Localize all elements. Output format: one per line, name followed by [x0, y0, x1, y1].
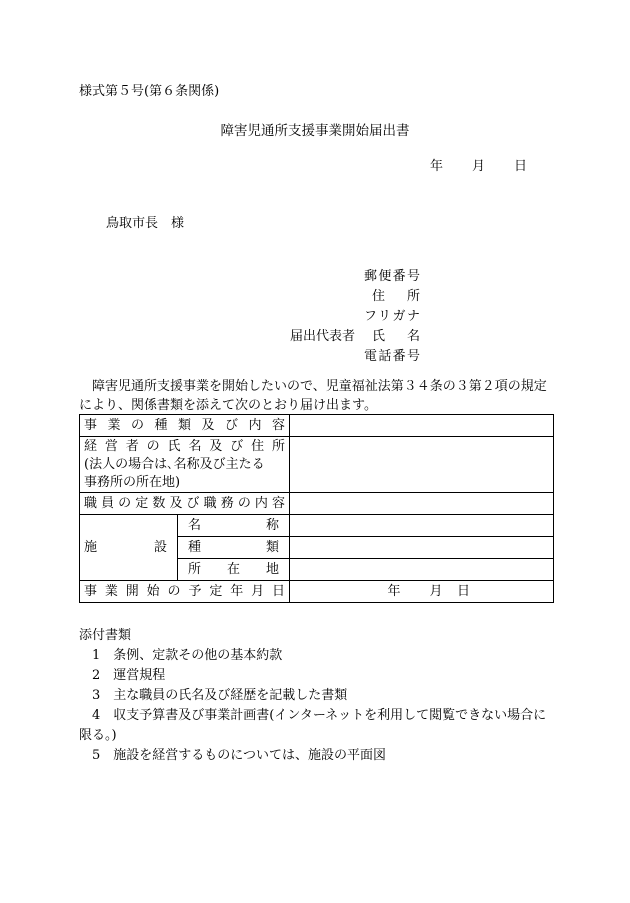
start-day: 日 — [457, 583, 471, 599]
application-table — [79, 414, 554, 603]
operator-field[interactable] — [290, 437, 554, 493]
date-line — [430, 155, 527, 174]
start-year: 年 — [387, 583, 401, 599]
facility-type-field[interactable] — [290, 537, 554, 559]
date-year: 年 — [430, 159, 444, 174]
operator-label — [80, 437, 290, 493]
furigana-label: フリガナ — [364, 309, 420, 324]
start-month: 月 — [429, 583, 443, 599]
body-text: 障害児通所支援事業を開始したいので、児童福祉法第３４条の３第２項の規定により、関係書類を添えて次のとおり届け出ます。 — [79, 379, 547, 413]
business-type-field[interactable] — [290, 415, 554, 437]
attachment-item: 2 運営規程 — [79, 668, 166, 683]
attachment-item: 1 条例、定款その他の基本約款 — [79, 648, 283, 663]
attachments — [79, 626, 559, 766]
operator-label-line2: (法人の場合は､名称及び主たる — [84, 456, 265, 472]
address-label: 住所 — [372, 289, 420, 304]
postal-code-label: 郵便番号 — [364, 269, 420, 284]
attachment-item: 3 主な職員の氏名及び経歴を記載した書類 — [79, 688, 348, 703]
facility-name-field[interactable] — [290, 515, 554, 537]
start-date-field[interactable] — [290, 581, 554, 603]
facility-type-label: 種類 — [178, 537, 290, 559]
date-month: 月 — [472, 159, 486, 174]
facility-label: 施設 — [80, 515, 178, 581]
form-number: 様式第５号(第６条関係) — [79, 84, 220, 99]
business-type-label: 事業の種類及び内容 — [80, 415, 290, 437]
addressee: 鳥取市長 様 — [106, 216, 185, 231]
facility-location-label: 所在地 — [178, 559, 290, 581]
representative-label: 届出代表者 — [290, 329, 356, 344]
document-title: 障害児通所支援事業開始届出書 — [220, 123, 410, 139]
attachment-item: 4 収支予算書及び事業計画書(インターネットを利用して閲覧できない場合に限る。) — [79, 708, 547, 743]
facility-name-label: 名称 — [178, 515, 290, 537]
operator-label-line1: 経営者の氏名及び住所 — [84, 438, 286, 454]
name-label: 氏名 — [372, 329, 420, 344]
facility-location-field[interactable] — [290, 559, 554, 581]
staff-field[interactable] — [290, 493, 554, 515]
attachments-heading: 添付書類 — [79, 628, 132, 643]
attachment-item: 5 施設を経営するものについては、施設の平面図 — [79, 748, 387, 763]
start-date-label: 事業開始の予定年月日 — [80, 581, 290, 603]
date-day: 日 — [514, 159, 528, 174]
staff-label: 職員の定数及び職務の内容 — [80, 493, 290, 515]
phone-label: 電話番号 — [364, 349, 420, 364]
operator-label-line3: 事務所の所在地) — [84, 474, 181, 490]
